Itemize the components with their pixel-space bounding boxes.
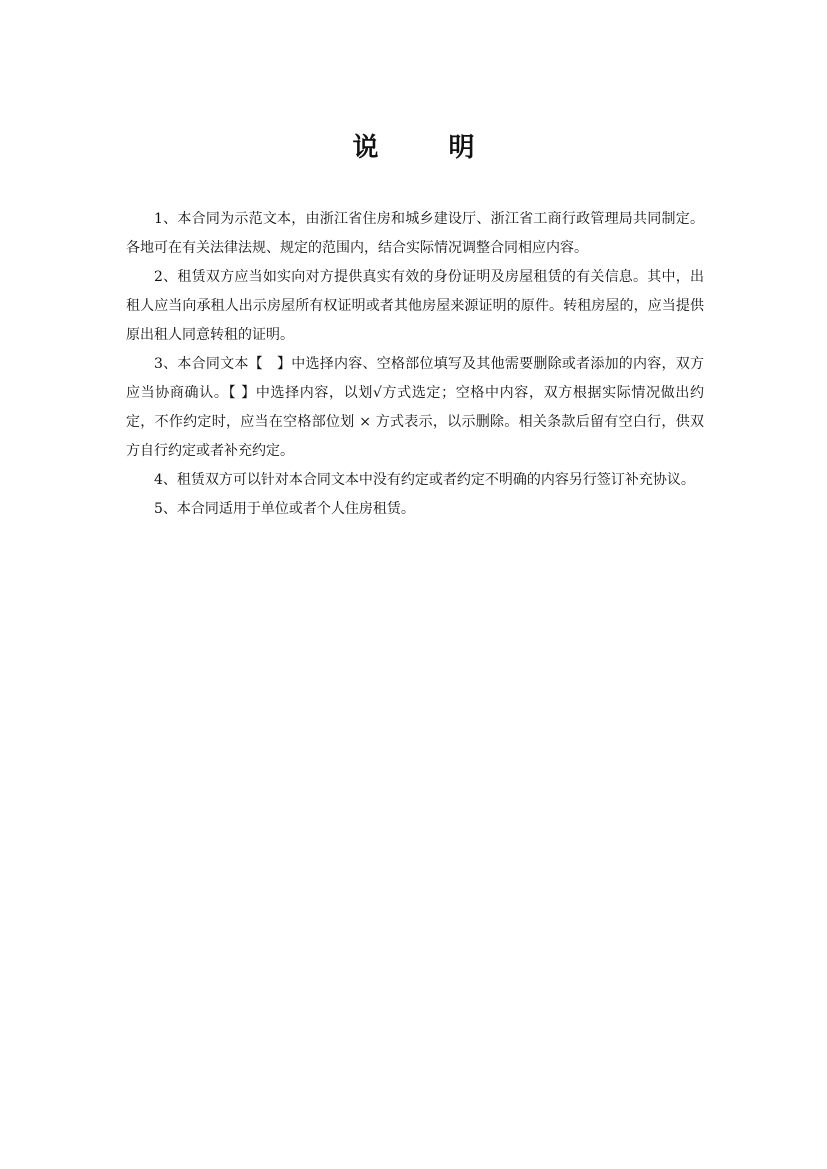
- paragraph-4: 4、租赁双方可以针对本合同文本中没有约定或者约定不明确的内容另行签订补充协议。: [154, 472, 695, 488]
- paragraph-2: 2、租赁双方应当如实向对方提供真实有效的身份证明及房屋租赁的有关信息。其中，出租人应当向承租人出示房屋所有权证明或者其他房屋来源证明的原件。转租房屋的，应当提供原出租人同意转租的证明。: [126, 269, 704, 343]
- document-title: 说 明: [352, 133, 497, 163]
- paragraph-3: 3、本合同文本【 】中选择内容、空格部位填写及其他需要删除或者添加的内容，双方应当协商确认。【 】中选择内容，以划√方式选定；空格中内容，双方根据实际情况做出约定，不作约定时，应当在空格部位划 × 方式表示，以示删除。相关条款后留有空白行，供双方自行约定或者补充约定。: [126, 356, 704, 459]
- paragraph-1: 1、本合同为示范文本，由浙江省住房和城乡建设厅、浙江省工商行政管理局共同制定。各地可在有关法律法规、规定的范围内，结合实际情况调整合同相应内容。: [126, 211, 704, 256]
- paragraph-5: 5、本合同适用于单位或者个人住房租赁。: [154, 501, 415, 517]
- document-body: [126, 205, 704, 524]
